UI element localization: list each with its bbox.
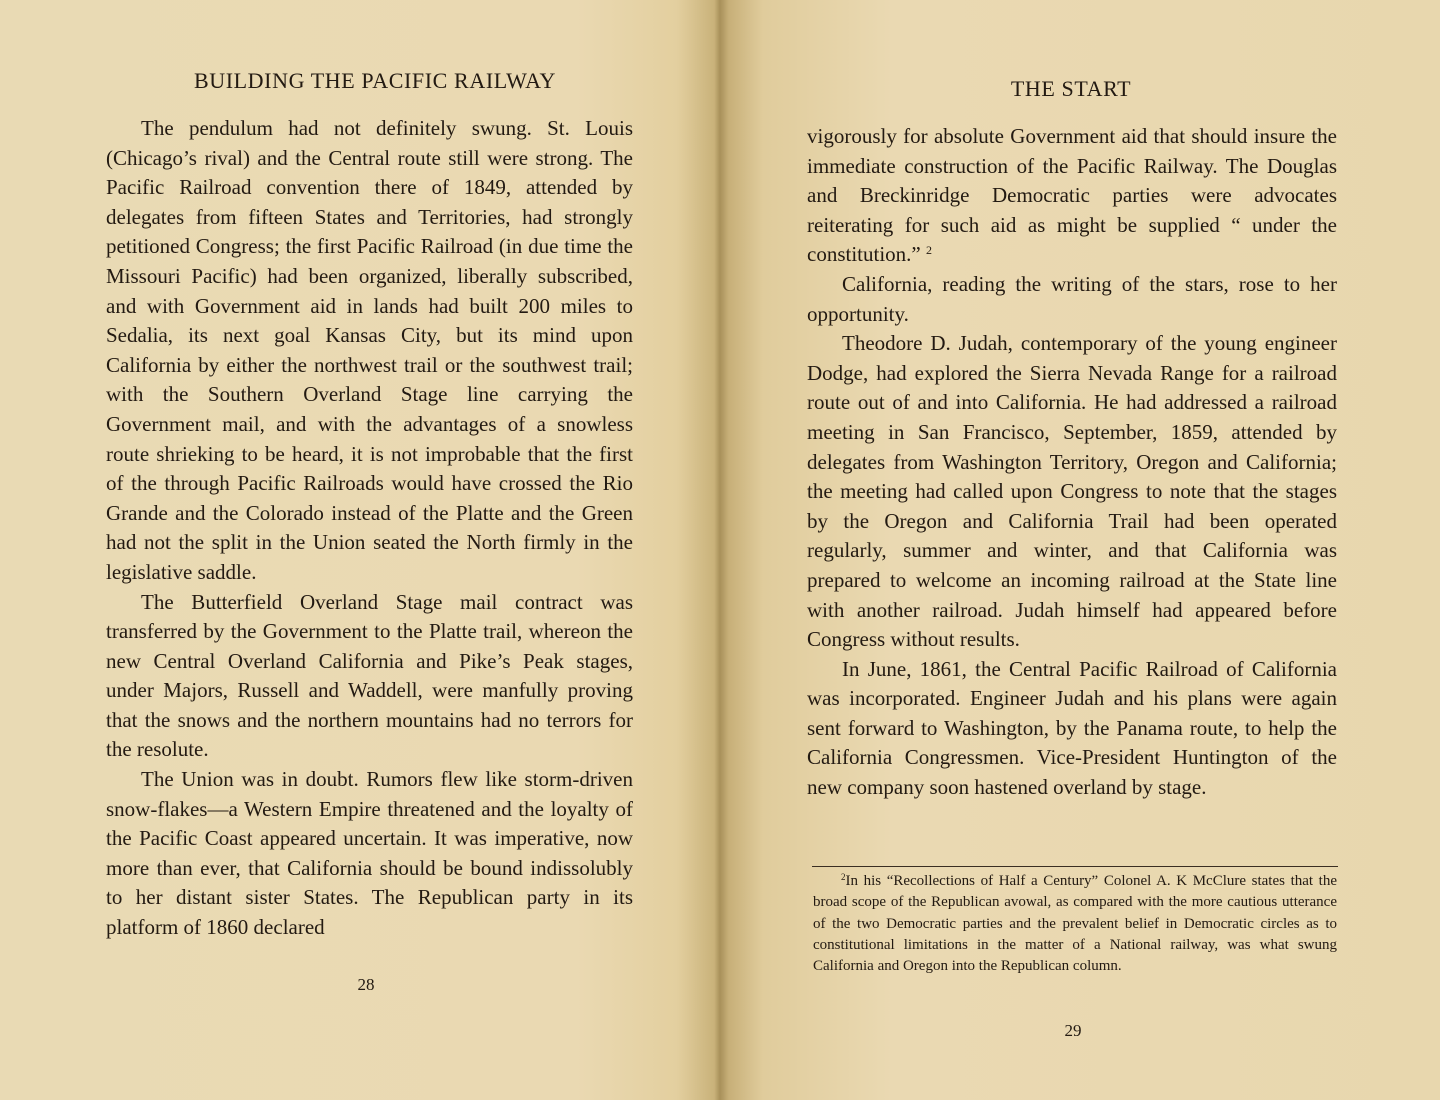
- right-page-body: [807, 122, 1337, 803]
- right-page: [720, 0, 1440, 1100]
- page-number-right: 29: [1064, 1021, 1082, 1040]
- paragraph: The pendulum had not definitely swung. St. Louis (Chicago’s rival) and the Central route still were strong. The Pacific Railroad convention there of 1849, attended by delegates from fifteen States and Territories, had strongly petitioned Congress; the first Pacific Railroad (in due time the Missouri Pacific) had been organized, liberally subscribed, and with Government aid in lands had built 200 miles to Sedalia, its next goal Kansas City, but its mind upon California by either the northwest trail or the southwest trail; with the Southern Overland Stage line carrying the Government mail, and with the advantages of a snowless route shrieking to be heard, it is not improbable that the first of the through Pacific Railroads would have crossed the Rio Grande and the Colorado instead of the Platte and the Green had not the split in the Union seated the North firmly in the legislative saddle.: [106, 116, 633, 584]
- paragraph: California, reading the writing of the stars, rose to her opportunity.: [807, 271, 1337, 326]
- running-head-right: THE START: [1010, 76, 1132, 101]
- footnote-paragraph: [813, 871, 1337, 977]
- running-head-left: BUILDING THE PACIFIC RAILWAY: [193, 68, 557, 93]
- page-number-left: 28: [357, 975, 375, 994]
- footnote-divider: [812, 866, 1338, 867]
- paragraph: Theodore D. Judah, contemporary of the young engineer Dodge, had explored the Sierra Nevada Range for a railroad route out of and into California. He had addressed a railroad meeting in San Francisco, September, 1859, attended by delegates from Washington Territory, Oregon and California; the meeting had called upon Congress to note that the stages by the Oregon and California Trail had been operated regularly, summer and winter, and that California was prepared to welcome an incoming railroad at the State line with another railroad. Judah himself had appeared before Congress without results.: [807, 331, 1337, 652]
- footnote-reference: 2: [926, 243, 932, 258]
- footnote-text: In his “Recollections of Half a Century” Colonel A. K McClure states that the broad scope of the Republican avowal, as compared with the more cautious utterance of the two Democratic parties and the prevalent belief in Democratic circles as to constitutional limitations in the matter of a National railway, was what swung California and Oregon into the Republican column.: [813, 873, 1337, 975]
- continued-paragraph: [807, 122, 1337, 270]
- footnote: [813, 871, 1337, 977]
- paragraph: In June, 1861, the Central Pacific Railroad of California was incorporated. Engineer Judah and his plans were again sent forward to Washington, by the Panama route, to help the California Congressmen. Vice-President Huntington of the new company soon hastened overland by stage.: [807, 656, 1337, 800]
- paragraph: The Union was in doubt. Rumors flew like storm-driven snow-flakes—a Western Empire threatened and the loyalty of the Pacific Coast appeared uncertain. It was imperative, now more than ever, that California should be bound indissolubly to her distant sister States. The Republican party in its platform of 1860 declared: [106, 767, 633, 940]
- left-page-body: [106, 114, 633, 943]
- paragraph: The Butterfield Overland Stage mail contract was transferred by the Government to the Platte trail, whereon the new Central Overland California and Pike’s Peak stages, under Majors, Russell and Waddell, were manfully proving that the snows and the northern mountains had no terrors for the resolute.: [106, 589, 633, 762]
- footnote-marker: 2: [841, 872, 846, 882]
- continued-text: vigorously for absolute Government aid that should insure the immediate construction of the Pacific Railway. The Douglas and Breckinridge Democratic parties were advocates reiterating for such aid as might be supplied “ under the constitution.”: [807, 124, 1337, 267]
